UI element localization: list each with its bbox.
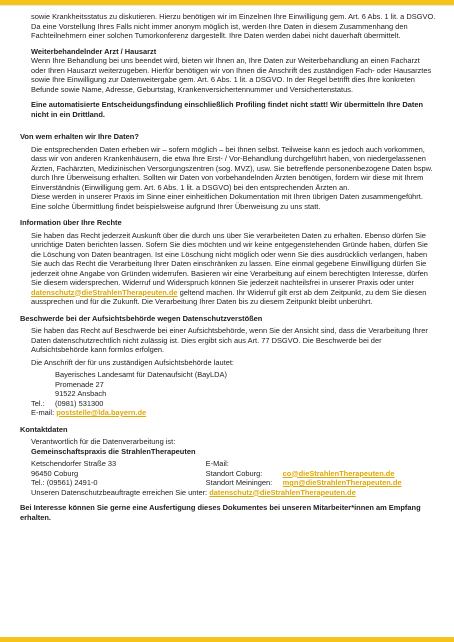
woher-heading: Von wem erhalten wir Ihre Daten? xyxy=(20,132,139,141)
kontakt-section xyxy=(31,437,436,497)
intro-section xyxy=(31,12,436,119)
document-body xyxy=(20,12,436,522)
contact-columns xyxy=(31,459,436,488)
contact-emails xyxy=(206,459,436,488)
dsb-text: Unseren Datenschutzbeauftragte erreichen Sie unter: xyxy=(31,487,208,497)
standort-meiningen-label: Standort Meiningen: xyxy=(205,478,273,487)
anschrift-intro: Die Anschrift der für uns zuständigen Aufsichtsbehörde lautet: xyxy=(31,357,234,367)
rechte-heading: Information über Ihre Rechte xyxy=(20,218,122,227)
no-profiling-statement: Eine automatisierte Entscheidungsfindung einschließlich Profiling findet nicht statt! Wir übermitteln Ihre Daten nicht in ein Drittland. xyxy=(31,100,424,119)
rechte-text-after-link: geltend machen. Ihr Widerruf gilt erst ab dem Zeitpunkt, zu dem Sie diesen aussprechen und für die Zukunft. Die Verarbeitung Ihrer Daten bis zu diesem Zeitpunkt bleibt unberührt. xyxy=(31,287,427,306)
practice-phone: Tel.: (09561) 2491-0 xyxy=(31,478,98,487)
authority-phone-value: (0981) 531300 xyxy=(55,398,104,408)
beschwerde-paragraph: Sie haben das Recht auf Beschwerde bei einer Aufsichtsbehörde, wenn Sie der Ansicht sind, dass die Verarbeitung Ihrer Daten datenschutzrechtlich nicht zulässig ist. Dies ergibt sich aus Art. 77 DSGVO. Die Beschwerde bei der Aufsichtsbehörde kann formlos erfolgen. xyxy=(31,326,428,354)
standort-meiningen-line xyxy=(206,478,436,488)
rechte-section xyxy=(31,231,436,307)
practice-city: 96450 Coburg xyxy=(31,468,79,478)
practice-name: Gemeinschaftspraxis die StrahlenTherapeuten xyxy=(31,446,196,456)
standort-meiningen-email-link[interactable]: mgn@dieStrahlenTherapeuten.de xyxy=(282,478,402,487)
weiterbehandlung-paragraph: Wenn Ihre Behandlung bei uns beendet wird, bieten wir Ihnen an, Ihre Daten zur Weiterbehandlung an einen Facharzt oder Ihren Hausarzt weiterzugeben. Hierfür benötigen wir von Ihnen die Anschrift des zuständigen Fach- oder Hausarztes sowie Ihre Einwilligung zur Datenweitergabe gem. Art. 6 Abs. 1 lit. a DSGVO. In der Regel betrifft dies Ihre konkreten Befunde sowie Name, Adresse, Geburtstag, Krankenversichertennummer und Versichertenstatus. xyxy=(31,56,432,94)
beschwerde-heading: Beschwerde bei der Aufsichtsbehörde wegen Datenschutzverstößen xyxy=(20,313,263,323)
beschwerde-section xyxy=(31,326,436,418)
kontakt-heading: Kontaktdaten xyxy=(20,424,68,434)
authority-email-line xyxy=(31,408,436,418)
datenschutz-email-link[interactable]: datenschutz@dieStrahlenTherapeuten.de xyxy=(31,287,178,297)
standort-coburg-email-link[interactable]: co@dieStrahlenTherapeuten.de xyxy=(282,468,395,478)
closing-statement: Bei Interesse können Sie gerne eine Ausfertigung dieses Dokumentes bei unseren Mitarbeiter*innen am Empfang erhalten. xyxy=(20,503,421,522)
woher-paragraph-2: Diese werden in unserer Praxis im Sinne einer einheitlichen Dokumentation mit Ihren übrigen Daten zusammengeführt. Eine solche Übermittlung findet beispielsweise aufgrund Ihrer Überweisung zu uns statt. xyxy=(31,192,423,211)
standort-coburg-label: Standort Coburg: xyxy=(205,468,263,478)
authority-email-label: E-mail: xyxy=(31,408,55,417)
email-label: E-Mail: xyxy=(205,459,229,468)
authority-email-link[interactable]: poststelle@lda.bayern.de xyxy=(56,408,147,417)
dsb-line xyxy=(31,488,436,498)
weiterbehandlung-heading: Weiterbehandelnder Arzt / Hausarzt xyxy=(31,46,157,56)
woher-paragraph-1: Die entsprechenden Daten erheben wir – sofern möglich – bei Ihnen selbst. Teilweise kann es jedoch auch vorkommen, dass wir von anderen Krankenhäusern, die etwa Ihre Erst- / Vor-Behandlung durchgeführt haben, von niedergelassenen Ärzten, Fachärzten, Medizinischen Versorgungszentren (sog. MVZ), usw. Sie betreffende personenbezogene Daten bspw. durch Ihre Überweisung erhalten. Sollten wir Daten von vorbehandelnden Ärzten benötigen, fordern wir diese mit Ihrem Einverständnis (Einwilligung gem. Art. 6 Abs. 1 lit. a DSGVO) bei den entsprechenden Ärzten an. xyxy=(31,144,433,192)
standort-coburg-line xyxy=(206,469,436,479)
dsb-email-link[interactable]: datenschutz@dieStrahlenTherapeuten.de xyxy=(209,487,356,497)
practice-street: Ketschendorfer Straße 33 xyxy=(31,459,117,468)
rechte-paragraph xyxy=(31,231,436,307)
bottom-accent-bar xyxy=(0,637,454,642)
authority-street: Promenade 27 xyxy=(55,379,104,389)
authority-phone-line xyxy=(31,399,436,409)
rechte-text-before-link: Sie haben das Recht jederzeit Auskunft über die durch uns über Sie verarbeiteten Daten zu erhalten. Ebenso dürfen Sie unrichtige Daten berichten lassen. Sofern Sie dies möchten und wir keine entgegenstehenden Gründe haben, dürfen Sie die Löschung von Daten beantragen. Ist eine Löschung nicht möglich oder wenn Sie dies ausdrücklich verlangen, haben Sie auch das Recht die Verarbeitung Ihrer Daten einschränken zu lassen. Eine einmal gegebene Einwilligung dürfen Sie jederzeit ohne Angabe von Gründen widerrufen. Basieren wir eine Verarbeitung auf einem berechtigten Interesse, dürfen Sie diesem widersprechen. Widerruf und Widerspruch können Sie jederzeit nachteilsfrei in unserer Praxis oder unter xyxy=(31,230,428,287)
authority-city: 91522 Ansbach xyxy=(55,389,107,398)
authority-phone-label: Tel.: xyxy=(31,398,45,408)
woher-section xyxy=(31,145,436,212)
contact-address xyxy=(31,459,206,488)
responsible-intro: Verantwortlich für die Datenverarbeitung ist: xyxy=(31,437,176,446)
intro-paragraph: sowie Krankheitsstatus zu diskutieren. Hierzu benötigen wir im Einzelnen Ihre Einwilligung gem. Art. 6 Abs. 1 lit. a DSGVO. Da eine Vorstellung Ihres Falls nicht immer anonym möglich ist, werden Ihre Daten in diesem Zusammenhang den Fachteilnehmern einer solchen Tumorkonferenz dargestellt. Ihre Daten werden dabei nicht dauerhaft übermittelt. xyxy=(31,12,436,40)
authority-name: Bayerisches Landesamt für Datenaufsicht (BayLDA) xyxy=(55,370,227,379)
top-divider xyxy=(0,5,454,6)
